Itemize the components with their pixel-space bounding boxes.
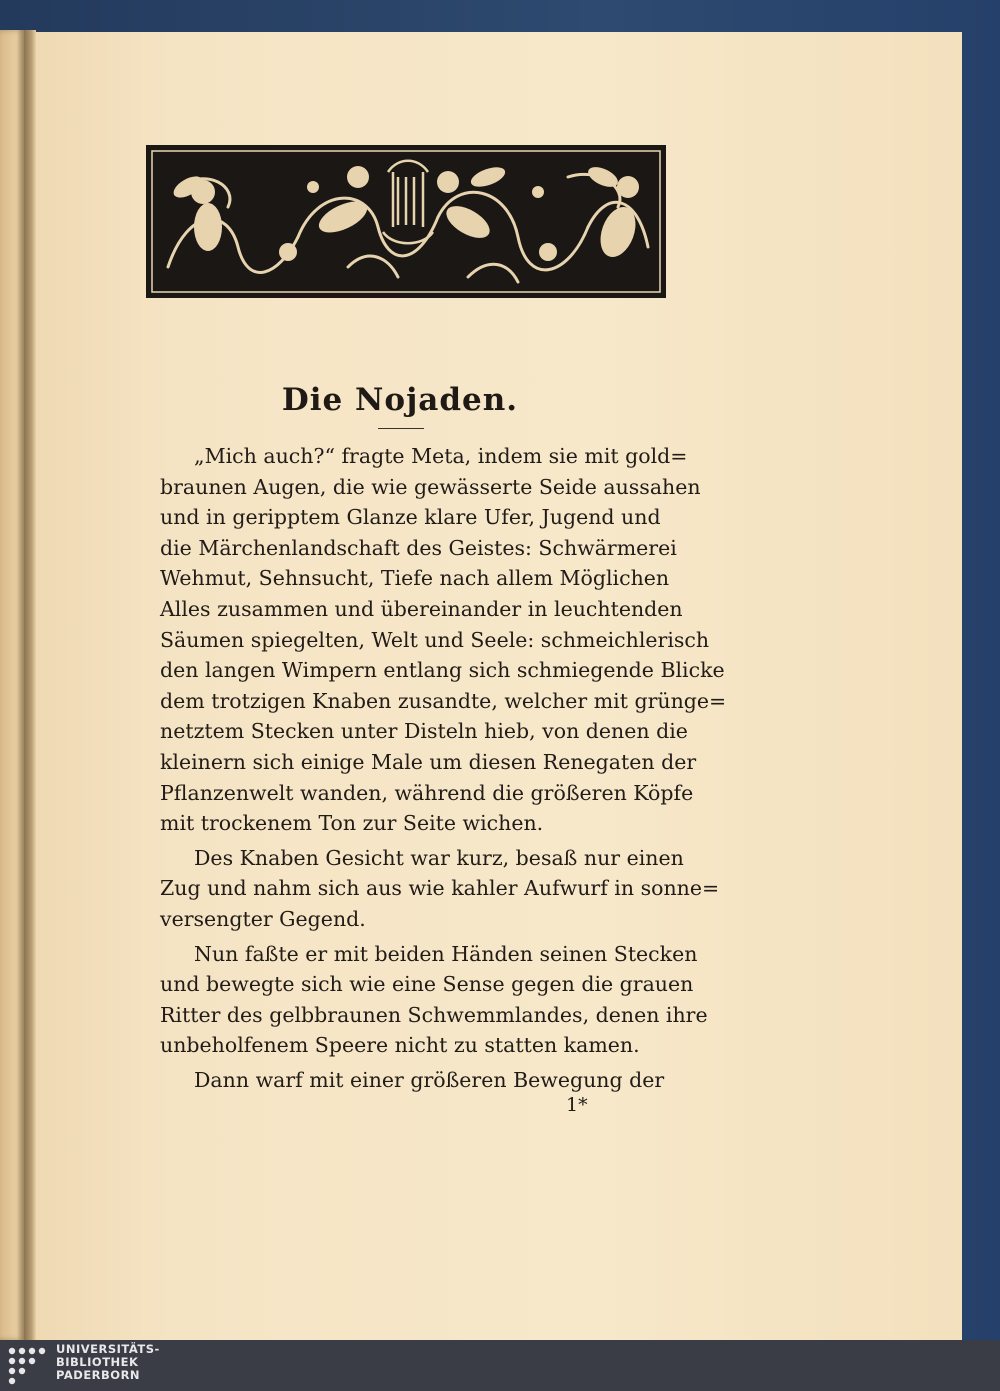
- text-line: Säumen spiegelten, Welt und Seele: schmeichlerisch: [160, 627, 710, 652]
- page-number: 1*: [566, 1094, 588, 1116]
- text-line: den langen Wimpern entlang sich schmiegende Blicke: [160, 658, 725, 683]
- left-page-edge: [0, 30, 24, 1340]
- text-line: braunen Augen, die wie gewässerte Seide aussahen: [160, 474, 701, 499]
- university-library-logo-icon: [6, 1345, 50, 1389]
- text-line: und bewegte sich wie eine Sense gegen die grauen: [160, 972, 694, 997]
- body-text: [160, 441, 727, 1095]
- library-name-line: UNIVERSITÄTS-: [56, 1342, 160, 1356]
- text-line: Dann warf mit einer größeren Bewegung der: [194, 1067, 665, 1092]
- library-name: [56, 1343, 160, 1382]
- text-line: Ritter des gelbbraunen Schwemmlandes, denen ihre: [160, 1002, 708, 1027]
- text-line: Pflanzenwelt wanden, während die größeren Köpfe: [160, 780, 694, 805]
- text-line: kleinern sich einige Male um diesen Renegaten der: [160, 749, 697, 774]
- text-line: die Märchenlandschaft des Geistes: Schwärmerei: [160, 535, 677, 560]
- text-line: und in geripptem Glanze klare Ufer, Jugend und: [160, 505, 661, 530]
- text-line: unbeholfenem Speere nicht zu statten kamen.: [160, 1033, 640, 1058]
- library-name-line: BIBLIOTHEK: [56, 1355, 139, 1369]
- title-divider: [378, 428, 424, 429]
- cherub-ornament-icon: [148, 147, 664, 296]
- text-line: Wehmut, Sehnsucht, Tiefe nach allem Möglichen: [160, 566, 670, 591]
- text-line: netztem Stecken unter Disteln hieb, von denen die: [160, 719, 688, 744]
- text-line: Des Knaben Gesicht war kurz, besaß nur einen: [194, 845, 684, 870]
- text-line: Zug und nahm sich aus wie kahler Aufwurf in sonne=: [160, 876, 720, 901]
- text-line: Nun faßte er mit beiden Händen seinen Stecken: [194, 941, 698, 966]
- text-line: Alles zusammen und übereinander in leuchtenden: [160, 596, 683, 621]
- chapter-title: Die Nojaden.: [281, 382, 519, 418]
- book-gutter: [24, 30, 36, 1340]
- library-name-line: PADERBORN: [56, 1368, 141, 1382]
- text-line: mit trockenem Ton zur Seite wichen.: [160, 811, 544, 836]
- text-line: versengter Gegend.: [160, 906, 366, 931]
- decorative-headpiece-illustration: [146, 145, 666, 298]
- text-line: „Mich auch?“ fragte Meta, indem sie mit gold=: [194, 444, 688, 468]
- text-line: dem trotzigen Knaben zusandte, welcher mit grünge=: [160, 688, 727, 713]
